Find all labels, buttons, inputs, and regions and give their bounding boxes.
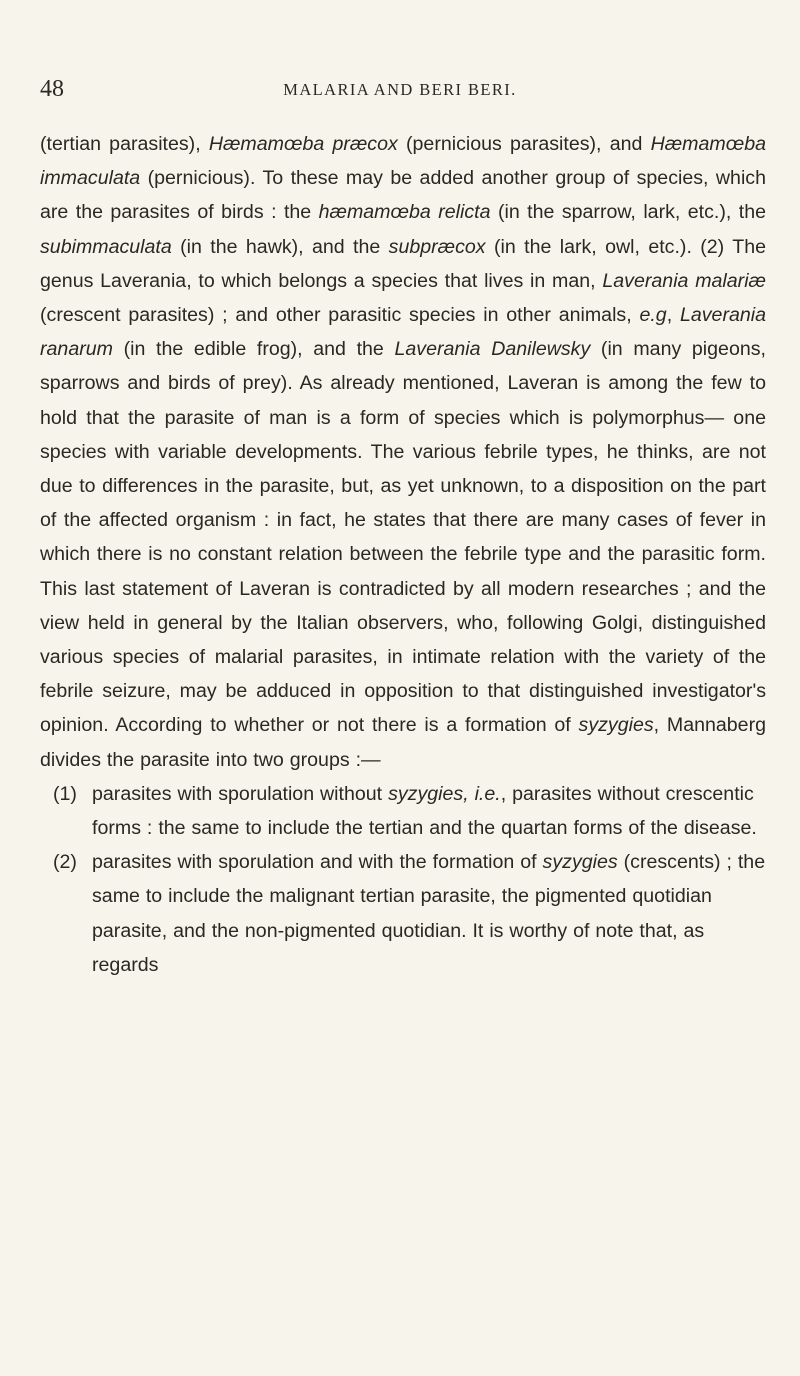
species-name: subimmaculata xyxy=(40,235,172,258)
species-name: Hæmamœba præcox xyxy=(208,133,398,155)
species-name: subpræcox xyxy=(388,235,486,258)
species-name: Hæmamœba immaculata xyxy=(40,133,766,190)
species-name: Laverania malariæ xyxy=(602,269,766,292)
group-list xyxy=(40,777,766,982)
text-run: (in the edible frog), and the xyxy=(112,338,395,361)
list-number: (1) xyxy=(53,782,77,805)
text-run: , parasites without crescentic forms : the same to include the tertian and the quartan forms of the disease. xyxy=(92,782,757,840)
term: syzygies xyxy=(542,851,618,874)
body-text xyxy=(40,127,766,982)
text-run: (in the sparrow, lark, etc.), the xyxy=(490,201,767,224)
term: syzygies, i.e. xyxy=(388,782,501,805)
text-run: parasites with sporulation and with the formation of xyxy=(92,851,543,874)
text-run: (crescents) ; the same to include the malignant tertian parasite, the pigmented quotidian parasite, and the non-pigmented quotidian. It is worthy of note that, as regards xyxy=(92,851,766,976)
abbreviation: e.g xyxy=(639,304,667,327)
page-number: 48 xyxy=(40,76,64,102)
text-run: (pernicious). To these may be added another group of species, which are the parasites of birds : the xyxy=(40,167,766,224)
species-name: Laverania ranarum xyxy=(40,304,767,361)
list-number: (2) xyxy=(53,851,77,874)
text-run: (crescent parasites) ; and other parasitic species in other animals, xyxy=(40,304,640,327)
term: syzygies xyxy=(578,714,654,737)
text-run: , Mannaberg divides the parasite into two groups :— xyxy=(40,714,767,771)
text-run: , xyxy=(666,304,680,327)
paragraph xyxy=(40,127,766,777)
species-name: Laverania Danilewsky xyxy=(394,338,591,361)
text-run: (in many pigeons, sparrows and birds of prey). As already mentioned, Laveran is among the few to hold that the parasite of man is a form of species which is polymorphus— one species with variable developments. The various febrile types, he thinks, are not due to differences in the parasite, but, as yet unknown, to a disposition on the part of the affected organism : in fact, he states that there are many cases of fever in which there is no constant relation between the febrile type and the parasitic form. This last statement of Laveran is contradicted by all modern researches ; and the view held in general by the Italian observers, who, following Golgi, distinguished various species of malarial parasites, in intimate relation with the variety of the febrile seizure, may be adduced in opposition to that distinguished investigator's opinion. According to whether or not there is a formation of xyxy=(40,338,766,737)
text-run: (in the lark, owl, etc.). (2) The genus Laverania, to which belongs a species that lives in man, xyxy=(40,235,766,292)
text-run: (tertian parasites), xyxy=(40,133,209,155)
species-name: hæmamœba relicta xyxy=(318,201,491,224)
list-item xyxy=(40,777,766,845)
text-run: parasites with sporulation without xyxy=(92,782,389,805)
running-title: MALARIA AND BERI BERI. xyxy=(283,80,517,99)
list-item xyxy=(40,845,766,982)
text-run: (in the hawk), and the xyxy=(171,235,389,258)
text-run: (pernicious parasites), and xyxy=(397,133,651,155)
